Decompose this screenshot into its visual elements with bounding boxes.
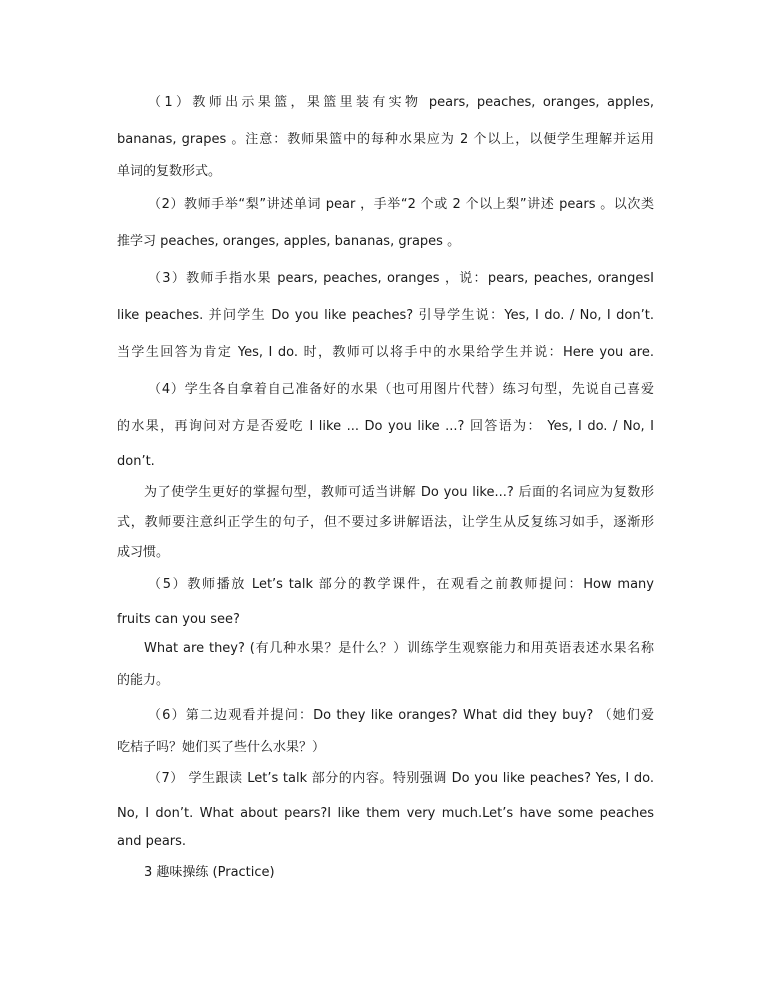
paragraph-line: 的能力。 [117, 673, 170, 688]
paragraph-line: （4）学生各自拿着自己准备好的水果（也可用图片代替）练习句型，先说自己喜爱 [148, 382, 654, 397]
paragraph-line: What are they? (有几种水果？是什么？）训练学生观察能力和用英语表述水果名称 [144, 641, 654, 656]
paragraph-line: 的水果，再询问对方是否爱吃 I like ... Do you like ...? 回答语为： Yes, I do. / No, I [117, 419, 654, 434]
paragraph-line: 推学习 peaches, oranges, apples, bananas, grapes 。 [117, 234, 461, 249]
paragraph-line: and pears. [117, 834, 187, 849]
paragraph-line: fruits can you see? [117, 612, 240, 627]
paragraph-line: （2）教师手举“梨”讲述单词 pear ，手举“2 个或 2 个以上梨”讲述 pears 。以次类 [148, 197, 654, 212]
paragraph-line: like peaches. 并问学生 Do you like peaches? 引导学生说：Yes, I do. / No, I don’t. [117, 308, 654, 323]
paragraph-line: （7） 学生跟读 Let’s talk 部分的内容。特别强调 Do you like peaches? Yes, I do. [148, 771, 654, 786]
paragraph-line: （3）教师手指水果 pears, peaches, oranges ，说：pears, peaches, orangesI [148, 271, 654, 286]
paragraph-line: don’t. [117, 454, 155, 469]
paragraph-line: 单词的复数形式。 [117, 164, 222, 179]
paragraph-line: 成习惯。 [117, 545, 170, 560]
paragraph-line: （5）教师播放 Let’s talk 部分的教学课件，在观看之前教师提问：How many [148, 577, 654, 592]
section-heading: 3 趣味操练 (Practice) [144, 865, 275, 880]
paragraph-line: 吃桔子吗？她们买了些什么水果？） [117, 740, 326, 755]
paragraph-line: 为了使学生更好的掌握句型，教师可适当讲解 Do you like...? 后面的名词应为复数形 [144, 485, 654, 500]
paragraph-line: （1）教师出示果篮，果篮里装有实物 pears, peaches, oranges, apples, [148, 95, 654, 110]
paragraph-line: 当学生回答为肯定 Yes, I do. 时，教师可以将手中的水果给学生并说：Here you are. [117, 345, 654, 360]
paragraph-line: bananas, grapes 。注意：教师果篮中的每种水果应为 2 个以上，以便学生理解并运用 [117, 132, 654, 147]
paragraph-line: 式，教师要注意纠正学生的句子，但不要过多讲解语法，让学生从反复练习如手，逐渐形 [117, 515, 654, 530]
paragraph-line: （6）第二边观看并提问：Do they like oranges? What did they buy? （她们爱 [148, 708, 654, 723]
paragraph-line: No, I don’t. What about pears?I like them very much.Let’s have some peaches [117, 806, 654, 821]
